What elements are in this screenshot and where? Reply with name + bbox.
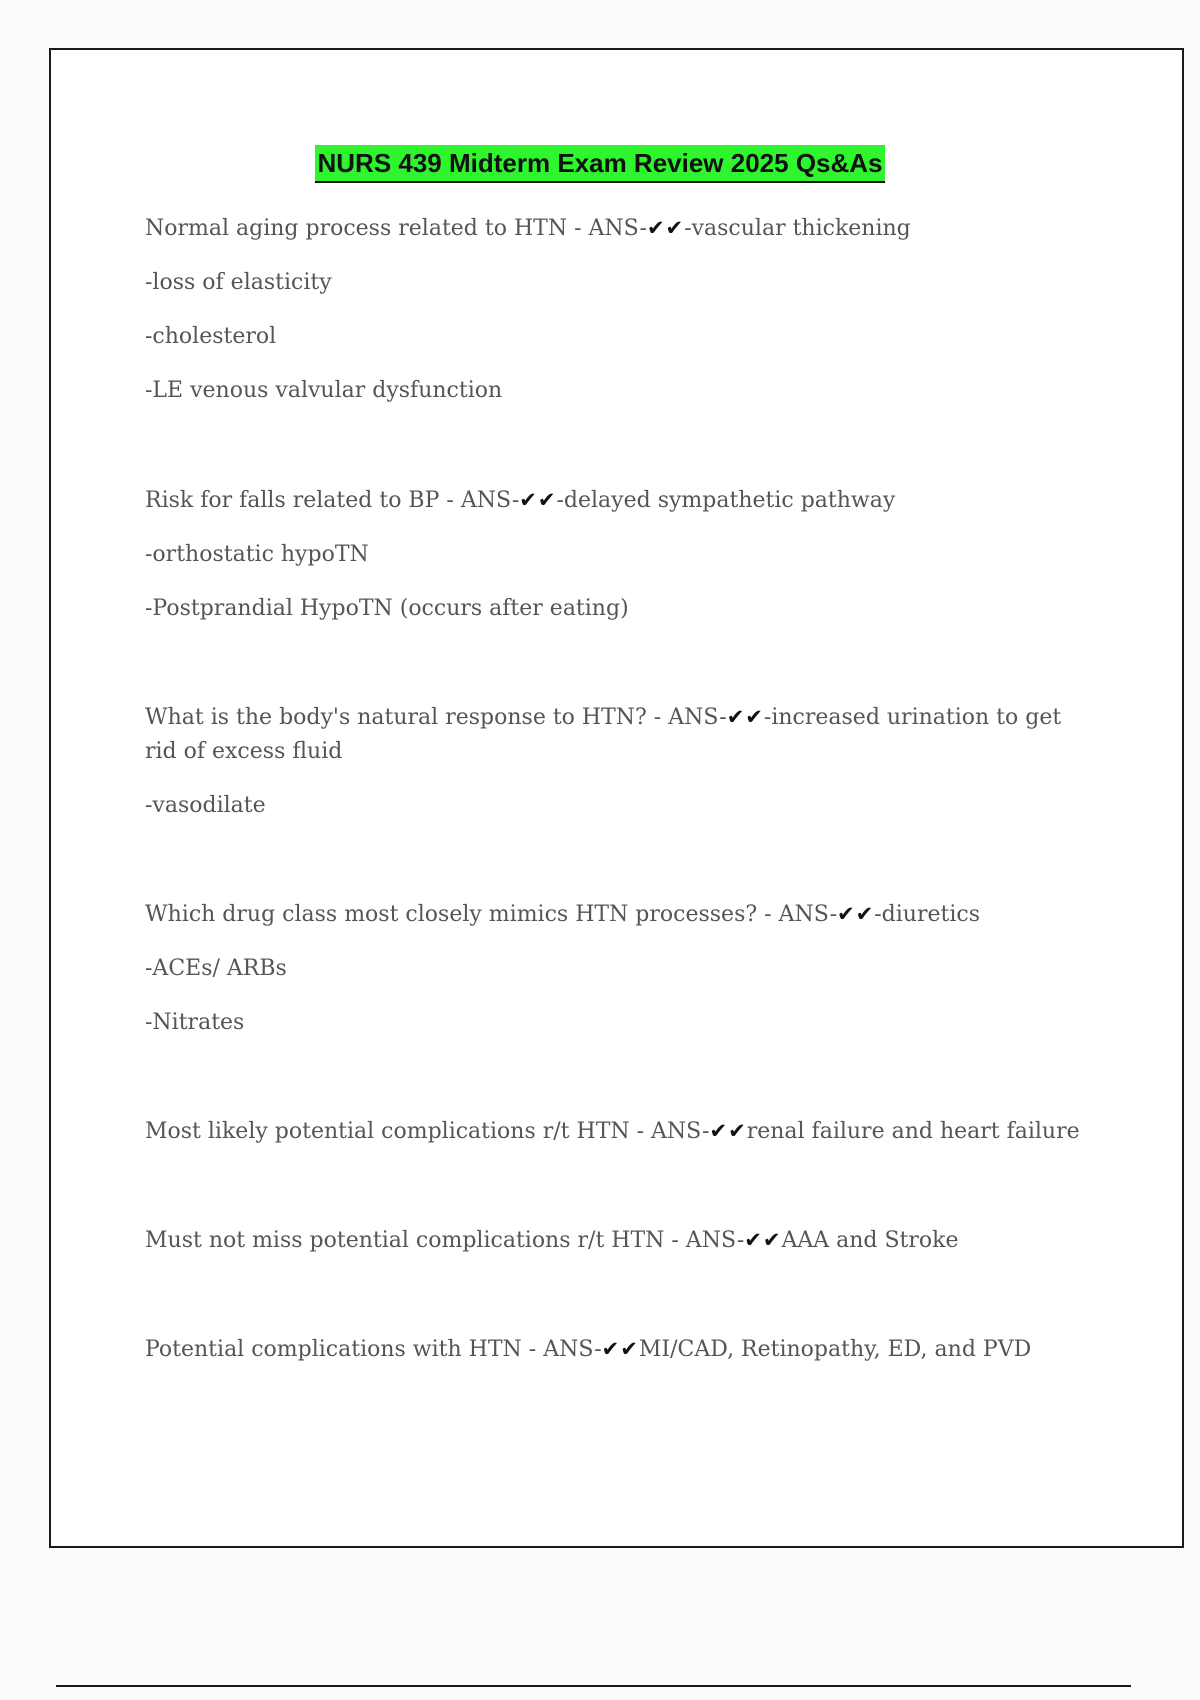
qa-item-3	[145, 700, 1080, 843]
checkmark-icon: ✔✔	[646, 216, 685, 240]
checkmark-icon: ✔✔	[601, 1337, 639, 1361]
question-text: What is the body's natural response to HTN? - ANS-	[145, 705, 727, 730]
qa-question-line	[145, 1114, 1080, 1149]
qa-question-line	[145, 1223, 1080, 1258]
qa-item-5	[145, 1114, 1080, 1169]
answer-text: -vascular thickening	[684, 216, 911, 241]
qa-question-line	[145, 1332, 1080, 1367]
checkmark-icon: ✔✔	[519, 488, 557, 512]
title-block	[0, 145, 1200, 183]
qa-question-line	[145, 700, 1080, 769]
question-text: Most likely potential complications r/t HTN - ANS-	[145, 1119, 710, 1144]
answer-text: renal failure and heart failure	[746, 1119, 1080, 1144]
checkmark-icon: ✔✔	[837, 902, 875, 926]
question-text: Risk for falls related to BP - ANS-	[145, 488, 520, 513]
qa-item-6	[145, 1223, 1080, 1278]
question-text: Normal aging process related to HTN - ANS-	[145, 216, 647, 241]
qa-item-4	[145, 897, 1080, 1060]
answer-detail: -ACEs/ ARBs	[145, 956, 287, 981]
page-title: NURS 439 Midterm Exam Review 2025 Qs&As	[315, 145, 884, 183]
answer-detail: -Postprandial HypoTN (occurs after eating)	[145, 596, 629, 621]
qa-question-line	[145, 897, 1080, 932]
checkmark-icon: ✔✔	[744, 1228, 782, 1252]
answer-text: -increased urination to get rid of excess fluid	[145, 705, 1062, 764]
answer-text: AAA and Stroke	[781, 1228, 959, 1253]
question-text: Must not miss potential complications r/t HTN - ANS-	[145, 1228, 745, 1253]
checkmark-icon: ✔✔	[709, 1119, 747, 1143]
answer-text: -diuretics	[874, 902, 980, 927]
answer-detail: -Nitrates	[145, 1010, 245, 1035]
qa-question-line	[145, 211, 1080, 246]
answer-text: -delayed sympathetic pathway	[556, 488, 896, 513]
qa-item-2	[145, 483, 1080, 646]
answer-detail: -cholesterol	[145, 324, 277, 349]
answer-detail: -LE venous valvular dysfunction	[145, 378, 503, 403]
qa-item-7	[145, 1332, 1080, 1387]
answer-detail: -vasodilate	[145, 793, 266, 818]
answer-detail: -orthostatic hypoTN	[145, 542, 369, 567]
question-text: Potential complications with HTN - ANS-	[145, 1337, 602, 1362]
answer-detail: -loss of elasticity	[145, 270, 332, 295]
answer-text: MI/CAD, Retinopathy, ED, and PVD	[638, 1337, 1032, 1362]
question-text: Which drug class most closely mimics HTN processes? - ANS-	[145, 902, 838, 927]
qa-item-1	[145, 211, 1080, 428]
bottom-rule	[56, 1685, 1131, 1687]
checkmark-icon: ✔✔	[726, 705, 764, 729]
qa-question-line	[145, 483, 1080, 518]
